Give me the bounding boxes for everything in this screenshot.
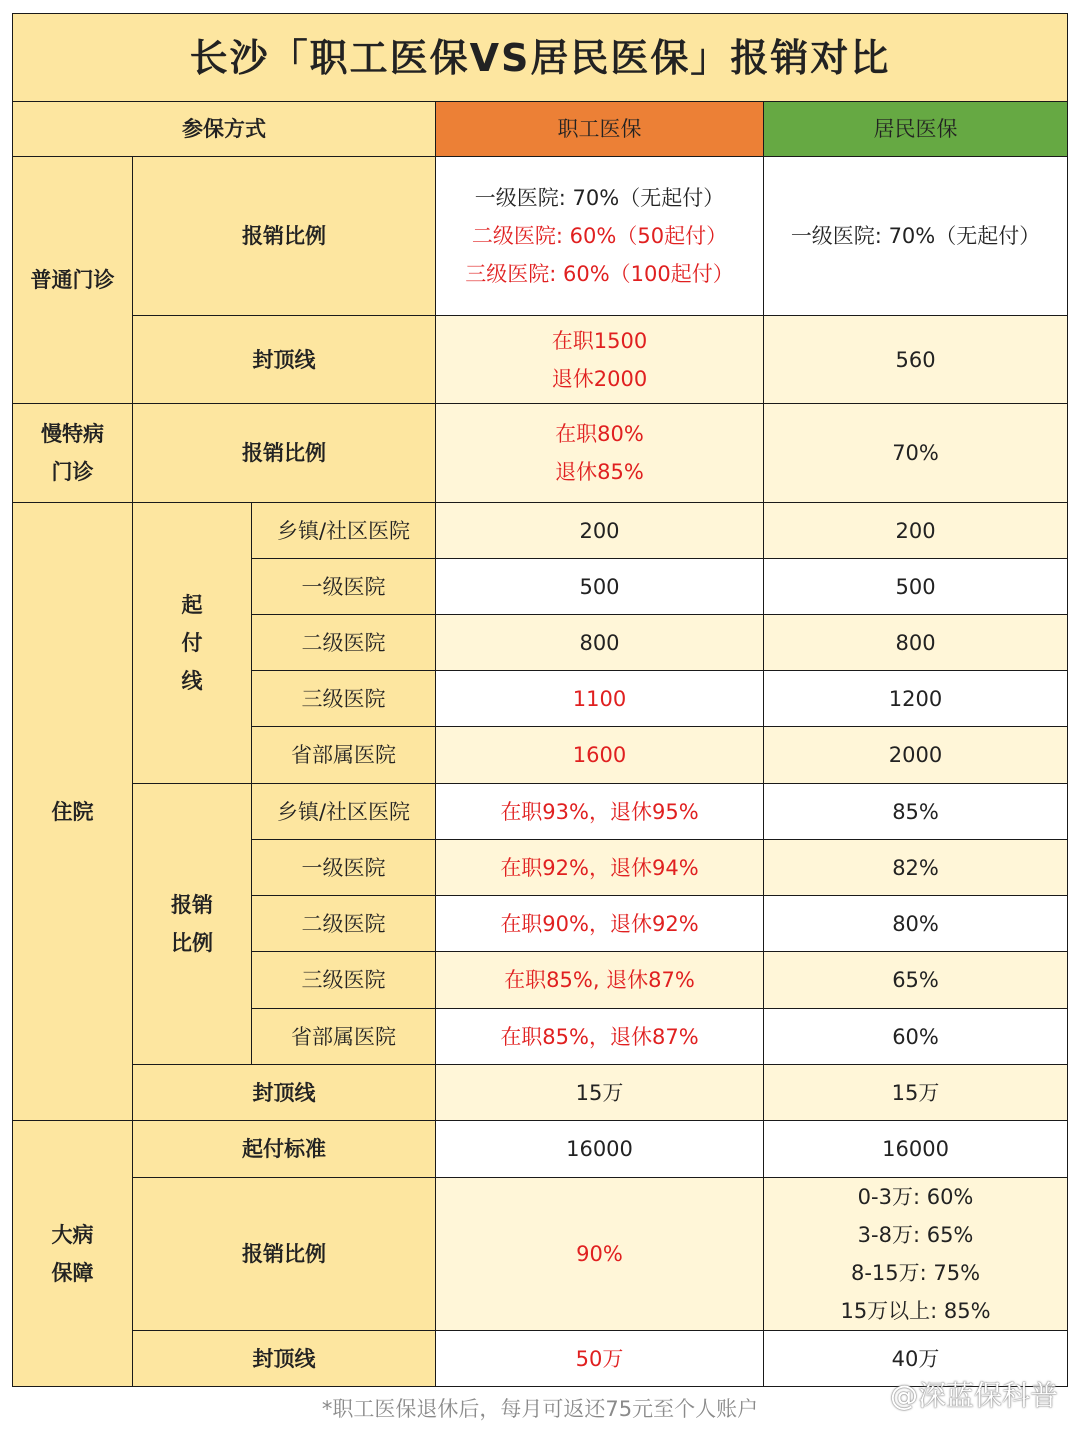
inpatient-deductible-label-char: 付 [181,631,203,655]
critical-employee-deductible: 16000 [436,1121,764,1178]
resident-deductible: 1200 [764,671,1068,727]
header-label: 参保方式 [13,102,436,157]
inpatient-employee-cap: 15万 [436,1065,764,1121]
inpatient-deductible-label-char: 线 [181,669,203,693]
critical-cap-label: 封顶线 [133,1331,436,1387]
employee-deductible: 500 [436,559,764,615]
chronic-ratio-label: 报销比例 [133,404,436,503]
inpatient-ratio-label [133,784,252,1065]
resident-deductible: 2000 [764,727,1068,784]
hospital-level: 二级医院 [252,896,436,952]
critical-resident-cap: 40万 [764,1331,1068,1387]
chronic-employee-ratio [436,404,764,503]
outpatient-employee-ratio-line: 二级医院: 60%（50起付） [471,224,728,248]
footnote: *职工医保退休后，每月可返还75元至个人账户 [321,1397,759,1421]
hospital-level: 一级医院 [252,840,436,896]
outpatient-employee-ratio-line: 三级医院: 60%（100起付） [465,262,734,286]
hospital-level: 二级医院 [252,615,436,671]
outpatient-resident-cap: 560 [764,316,1068,404]
critical-resident-deductible: 16000 [764,1121,1068,1178]
header-employee: 职工医保 [436,102,764,157]
employee-deductible: 200 [436,503,764,559]
critical-resident-ratio-line: 15万以上: 85% [840,1299,991,1323]
employee-deductible: 1600 [436,727,764,784]
watermark: @深蓝保科普 [889,1379,1058,1412]
critical-resident-ratio-line: 8-15万: 75% [850,1261,981,1285]
chronic-category [13,404,133,503]
employee-deductible: 1100 [436,671,764,727]
comparison-table [12,13,1068,1387]
hospital-level: 乡镇/社区医院 [252,503,436,559]
inpatient-category: 住院 [13,503,133,1121]
outpatient-employee-ratio [436,157,764,316]
employee-ratio: 在职93%，退休95% [436,784,764,840]
hospital-level: 一级医院 [252,559,436,615]
critical-employee-cap: 50万 [436,1331,764,1387]
critical-category-line: 保障 [51,1260,94,1285]
header-resident: 居民医保 [764,102,1068,157]
outpatient-employee-ratio-line: 一级医院: 70%（无起付） [474,186,725,210]
employee-deductible: 800 [436,615,764,671]
inpatient-ratio-label-line: 比例 [171,931,213,955]
outpatient-category: 普通门诊 [13,157,133,404]
employee-ratio: 在职85%，退休87% [436,1009,764,1065]
outpatient-employee-cap-line: 退休2000 [551,366,648,391]
critical-resident-ratio [764,1178,1068,1331]
chronic-category-line: 门诊 [51,460,94,484]
critical-resident-ratio-line: 3-8万: 65% [857,1223,974,1247]
hospital-level: 乡镇/社区医院 [252,784,436,840]
employee-ratio: 在职90%，退休92% [436,896,764,952]
critical-category-line: 大病 [51,1222,94,1247]
employee-ratio: 在职85%, 退休87% [436,952,764,1009]
hospital-level: 省部属医院 [252,727,436,784]
outpatient-employee-cap [436,316,764,404]
resident-ratio: 80% [764,896,1068,952]
outpatient-resident-ratio: 一级医院: 70%（无起付） [764,157,1068,316]
hospital-level: 省部属医院 [252,1009,436,1065]
resident-ratio: 60% [764,1009,1068,1065]
outpatient-cap-label: 封顶线 [133,316,436,404]
chronic-category-line: 慢特病 [41,422,104,446]
inpatient-deductible-label [133,503,252,784]
hospital-level: 三级医院 [252,952,436,1009]
outpatient-ratio-label: 报销比例 [133,157,436,316]
inpatient-ratio-label-line: 报销 [171,893,213,917]
critical-category [13,1121,133,1387]
critical-deductible-label: 起付标准 [133,1121,436,1178]
critical-ratio-label: 报销比例 [133,1178,436,1331]
chronic-employee-ratio-line: 退休85% [555,460,644,484]
resident-deductible: 500 [764,559,1068,615]
resident-ratio: 65% [764,952,1068,1009]
resident-deductible: 200 [764,503,1068,559]
inpatient-cap-label: 封顶线 [133,1065,436,1121]
critical-resident-ratio-line: 0-3万: 60% [857,1185,974,1209]
resident-ratio: 85% [764,784,1068,840]
critical-employee-ratio: 90% [436,1178,764,1331]
employee-ratio: 在职92%，退休94% [436,840,764,896]
chronic-resident-ratio: 70% [764,404,1068,503]
hospital-level: 三级医院 [252,671,436,727]
page-title: 长沙「职工医保VS居民医保」报销对比 [13,14,1068,102]
inpatient-deductible-label-char: 起 [181,593,203,617]
resident-ratio: 82% [764,840,1068,896]
outpatient-employee-cap-line: 在职1500 [551,328,648,353]
resident-deductible: 800 [764,615,1068,671]
chronic-employee-ratio-line: 在职80% [555,422,644,446]
inpatient-resident-cap: 15万 [764,1065,1068,1121]
